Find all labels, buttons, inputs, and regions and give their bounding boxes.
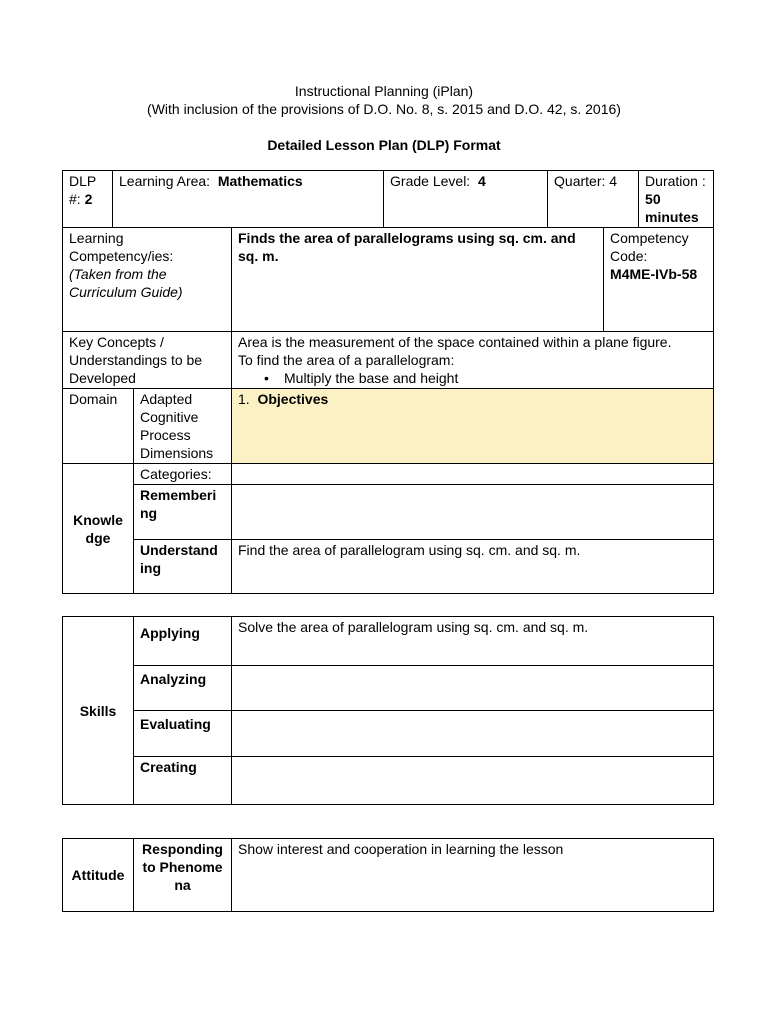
applying-objective: Solve the area of parallelogram using sq. cm. and sq. m. xyxy=(232,617,714,666)
objectives-number: 1. xyxy=(238,391,250,407)
applying-label: Applying xyxy=(134,617,232,666)
key-concepts-bullet: • Multiply the base and height xyxy=(264,369,711,387)
dlp-value: 2 xyxy=(84,191,93,207)
quarter-label: Quarter: xyxy=(554,173,606,189)
understanding-label xyxy=(134,540,232,594)
attitude-table xyxy=(62,838,714,912)
creating-row xyxy=(63,757,714,805)
document-subtitle: (With inclusion of the provisions of D.O. No. 8, s. 2015 and D.O. 42, s. 2016) xyxy=(147,101,621,117)
remembering-objective xyxy=(232,485,714,540)
objectives-header xyxy=(232,389,714,464)
responding-label: Responding to Phenomena xyxy=(134,839,232,912)
grade-label: Grade Level: xyxy=(390,173,471,189)
objectives-header-row xyxy=(63,389,714,464)
understanding-label-part1: Understand xyxy=(140,542,218,558)
dlp-cell xyxy=(63,171,113,228)
knowledge-label-part1: Knowle xyxy=(73,511,123,528)
competency-code-cell xyxy=(604,228,714,332)
key-concepts-line1: Area is the measurement of the space contained within a plane figure. xyxy=(238,334,672,350)
understanding-row xyxy=(63,540,714,594)
categories-row xyxy=(63,464,714,485)
competency-code-label: Competency Code: xyxy=(610,230,689,264)
knowledge-label-part2: dge xyxy=(85,529,111,546)
categories-content xyxy=(232,464,714,485)
quarter-cell xyxy=(548,171,639,228)
analyzing-label: Analyzing xyxy=(134,666,232,711)
competency-row xyxy=(63,228,714,332)
analyzing-objective xyxy=(232,666,714,711)
creating-objective xyxy=(232,757,714,805)
skills-label: Skills xyxy=(63,617,134,805)
categories-label: Categories: xyxy=(134,464,232,485)
dlp-label: DLP #: xyxy=(69,173,96,207)
evaluating-label: Evaluating xyxy=(134,711,232,757)
objectives-title: Objectives xyxy=(257,391,329,407)
attitude-label: Attitude xyxy=(63,839,134,912)
competency-label-cell xyxy=(63,228,232,332)
remembering-label xyxy=(134,485,232,540)
learning-area-label: Learning Area: xyxy=(119,173,211,189)
evaluating-row xyxy=(63,711,714,757)
key-concepts-line2: To find the area of a parallelogram: xyxy=(238,352,455,368)
competency-label: Learning Competency/ies: xyxy=(69,230,174,264)
info-row xyxy=(63,171,714,228)
responding-row xyxy=(63,839,714,912)
duration-label: Duration : xyxy=(645,173,706,189)
competency-code-value: M4ME-IVb-58 xyxy=(610,266,698,282)
analyzing-row xyxy=(63,666,714,711)
grade-level-cell xyxy=(384,171,548,228)
learning-area-cell xyxy=(113,171,384,228)
lesson-plan-table xyxy=(62,170,714,594)
remembering-label-part1: Rememberi xyxy=(140,487,217,503)
responding-objective: Show interest and cooperation in learning the lesson xyxy=(232,839,714,912)
evaluating-objective xyxy=(232,711,714,757)
competency-text: Finds the area of parallelograms using sq. cm. and sq. m. xyxy=(232,228,604,332)
grade-value: 4 xyxy=(477,173,486,189)
adapted-dimensions-label: Adapted Cognitive Process Dimensions xyxy=(134,389,232,464)
key-concepts-list xyxy=(238,369,711,387)
key-concepts-label: Key Concepts / Understandings to be Developed xyxy=(63,332,232,389)
key-concepts-row xyxy=(63,332,714,389)
duration-cell xyxy=(639,171,714,228)
quarter-value: 4 xyxy=(609,173,618,189)
understanding-label-part2: ing xyxy=(140,560,161,576)
applying-row xyxy=(63,617,714,666)
document-title: Instructional Planning (iPlan) xyxy=(294,83,474,99)
format-title: Detailed Lesson Plan (DLP) Format xyxy=(267,137,501,153)
duration-value: 50 minutes xyxy=(645,191,699,225)
understanding-objective: Find the area of parallelogram using sq. cm. and sq. m. xyxy=(232,540,714,594)
remembering-label-part2: ng xyxy=(140,505,158,521)
learning-area-value: Mathematics xyxy=(217,173,303,189)
key-concepts-content xyxy=(232,332,714,389)
knowledge-label xyxy=(63,464,134,594)
competency-source-note: (Taken from the Curriculum Guide) xyxy=(69,266,183,300)
remembering-row xyxy=(63,485,714,540)
creating-label: Creating xyxy=(134,757,232,805)
skills-table xyxy=(62,616,714,805)
domain-label: Domain xyxy=(63,389,134,464)
